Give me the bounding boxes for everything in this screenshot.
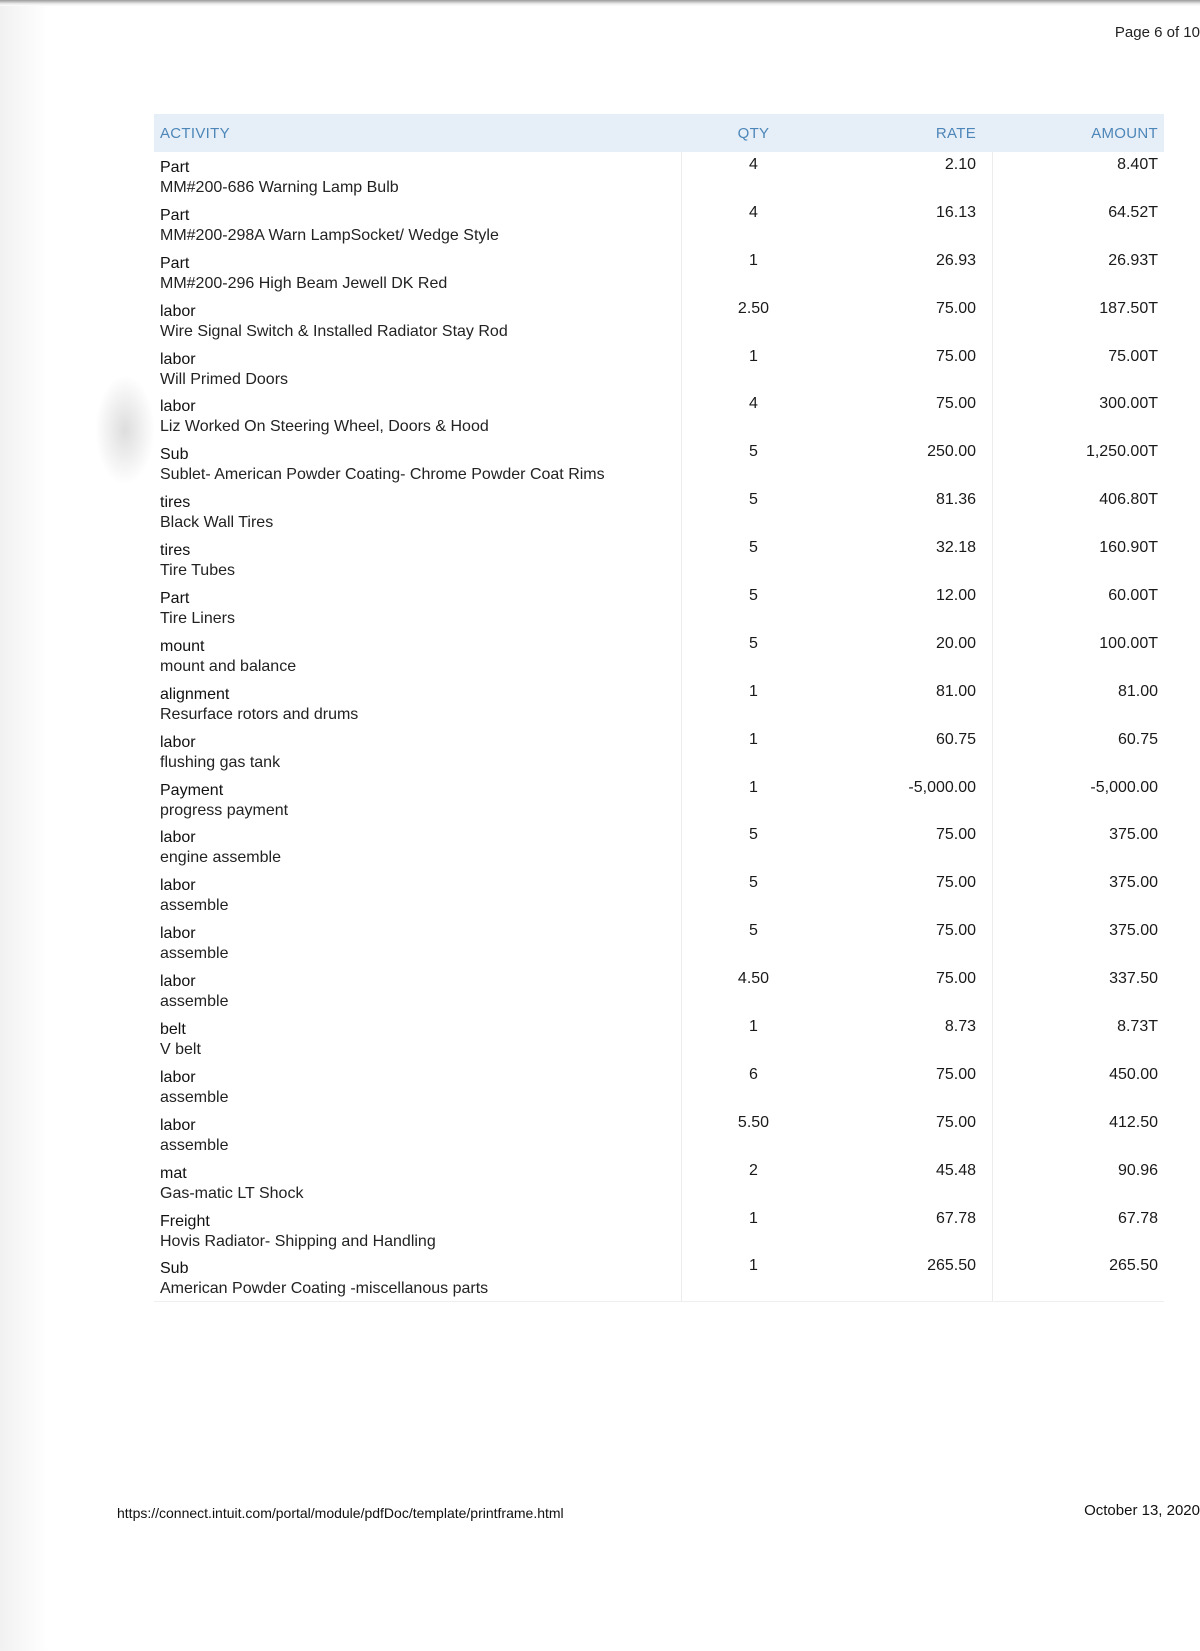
item-description: progress payment	[160, 801, 289, 819]
activity-cell	[154, 296, 681, 342]
item-type: Sub	[160, 1260, 189, 1278]
activity-cell	[154, 1253, 681, 1299]
qty-cell: 4	[749, 156, 758, 173]
activity-cell	[154, 344, 681, 390]
qty-cell: 5	[749, 922, 758, 940]
rate-cell: 12.00	[935, 587, 976, 605]
qty-cell: 5	[749, 539, 758, 557]
table-row	[154, 1158, 1164, 1206]
rate-cell: 45.48	[935, 1161, 976, 1179]
activity-cell	[154, 1014, 681, 1060]
header-amount: AMOUNT	[1091, 124, 1158, 142]
rate-cell: 265.50	[927, 1257, 976, 1275]
header-activity: ACTIVITY	[160, 124, 230, 142]
item-type: Payment	[160, 781, 224, 799]
activity-cell	[154, 631, 681, 677]
rate-cell: 75.00	[935, 395, 976, 413]
amount-cell: 265.50	[1109, 1257, 1158, 1275]
item-type: Sub	[160, 446, 189, 464]
item-description: assemble	[160, 945, 229, 963]
item-description: Black Wall Tires	[160, 514, 274, 532]
rate-cell: 75.00	[935, 1113, 976, 1131]
qty-cell: 4	[749, 203, 758, 221]
item-description: Gas-matic LT Shock	[160, 1184, 304, 1202]
table-divider	[154, 1301, 1164, 1302]
rate-cell: 16.13	[935, 203, 976, 221]
footer-url: https://connect.intuit.com/portal/module/pdfDoc/template/printframe.html	[117, 1505, 564, 1521]
item-description: MM#200-296 High Beam Jewell DK Red	[160, 274, 448, 292]
amount-cell: 81.00	[1117, 682, 1158, 700]
rate-cell: 20.00	[935, 634, 976, 652]
qty-cell: 4.50	[737, 970, 770, 988]
item-type: tires	[160, 494, 191, 512]
amount-cell: 337.50	[1109, 970, 1158, 988]
qty-cell: 4	[749, 395, 758, 413]
activity-cell	[154, 870, 681, 916]
item-type: labor	[160, 1068, 196, 1086]
activity-cell	[154, 918, 681, 964]
item-type: labor	[160, 829, 196, 847]
activity-cell	[154, 152, 681, 198]
activity-cell	[154, 1062, 681, 1108]
item-type: labor	[160, 302, 196, 320]
activity-cell	[154, 679, 681, 725]
item-type: labor	[160, 350, 196, 368]
rate-cell: 26.93	[935, 251, 976, 269]
table-row	[154, 727, 1164, 775]
amount-cell: 160.90T	[1099, 539, 1158, 557]
activity-cell	[154, 391, 681, 437]
activity-cell	[154, 966, 681, 1012]
activity-table	[154, 114, 1164, 1302]
item-type: labor	[160, 1116, 196, 1134]
amount-cell: 60.00T	[1108, 587, 1158, 605]
amount-cell: 375.00	[1109, 922, 1158, 940]
item-type: belt	[160, 1021, 186, 1039]
header-qty: QTY	[737, 124, 770, 142]
table-row	[154, 344, 1164, 392]
table-row	[154, 631, 1164, 679]
item-description: Resurface rotors and drums	[160, 705, 359, 723]
activity-cell	[154, 822, 681, 868]
activity-cell	[154, 200, 681, 246]
item-description: Wire Signal Switch & Installed Radiator Stay Rod	[160, 322, 508, 340]
table-row	[154, 775, 1164, 823]
activity-cell	[154, 1158, 681, 1204]
page-number: Page 6 of 10	[1114, 24, 1200, 41]
amount-cell: -5,000.00	[1090, 778, 1158, 796]
table-row	[154, 583, 1164, 631]
table-row	[154, 1062, 1164, 1110]
qty-cell: 1	[749, 778, 758, 796]
item-type: tires	[160, 542, 191, 560]
qty-cell: 5	[749, 826, 758, 844]
amount-cell: 8.40T	[1117, 156, 1158, 173]
table-row	[154, 152, 1164, 200]
rate-cell: 75.00	[935, 922, 976, 940]
rate-cell: 32.18	[935, 539, 976, 557]
scan-top-edge	[0, 0, 1200, 6]
qty-cell: 1	[749, 1018, 758, 1036]
item-description: Hovis Radiator- Shipping and Handling	[160, 1232, 436, 1250]
rate-cell: 75.00	[935, 874, 976, 892]
amount-cell: 60.75	[1117, 730, 1158, 748]
amount-cell: 75.00T	[1108, 347, 1158, 365]
item-description: Liz Worked On Steering Wheel, Doors & Hood	[160, 418, 489, 436]
qty-cell: 1	[749, 347, 758, 365]
table-row	[154, 391, 1164, 439]
item-description: assemble	[160, 1136, 229, 1154]
item-description: engine assemble	[160, 849, 281, 867]
table-row	[154, 296, 1164, 344]
activity-cell	[154, 1110, 681, 1156]
activity-cell	[154, 1206, 681, 1252]
rate-cell: -5,000.00	[908, 778, 976, 796]
item-type: mat	[160, 1164, 187, 1182]
rate-cell: 75.00	[935, 299, 976, 317]
table-row	[154, 918, 1164, 966]
item-description: Will Primed Doors	[160, 370, 289, 388]
qty-cell: 5	[749, 587, 758, 605]
rate-cell: 75.00	[935, 1065, 976, 1083]
amount-cell: 375.00	[1109, 874, 1158, 892]
qty-cell: 1	[749, 730, 758, 748]
rate-cell: 60.75	[935, 730, 976, 748]
table-row	[154, 248, 1164, 296]
amount-cell: 450.00	[1109, 1065, 1158, 1083]
table-row	[154, 439, 1164, 487]
activity-cell	[154, 775, 681, 821]
item-description: assemble	[160, 993, 229, 1011]
rate-cell: 75.00	[935, 826, 976, 844]
table-row	[154, 1014, 1164, 1062]
table-body	[154, 152, 1164, 1301]
rate-cell: 81.00	[935, 682, 976, 700]
item-type: Part	[160, 590, 190, 608]
rate-cell: 75.00	[935, 347, 976, 365]
activity-cell	[154, 535, 681, 581]
table-row	[154, 870, 1164, 918]
item-type: labor	[160, 925, 196, 943]
amount-cell: 406.80T	[1099, 491, 1158, 509]
item-description: flushing gas tank	[160, 753, 281, 771]
table-header	[154, 114, 1164, 152]
item-description: Tire Liners	[160, 610, 235, 628]
item-description: American Powder Coating -miscellanous parts	[160, 1280, 489, 1298]
item-description: mount and balance	[160, 657, 297, 675]
item-description: MM#200-298A Warn LampSocket/ Wedge Style	[160, 226, 499, 244]
rate-cell: 2.10	[944, 156, 976, 173]
qty-cell: 1	[749, 1257, 758, 1275]
amount-cell: 187.50T	[1099, 299, 1158, 317]
qty-cell: 5	[749, 491, 758, 509]
item-description: V belt	[160, 1041, 201, 1059]
table-row	[154, 1253, 1164, 1301]
item-description: Tire Tubes	[160, 562, 235, 580]
activity-cell	[154, 727, 681, 773]
item-description: Sublet- American Powder Coating- Chrome Powder Coat Rims	[160, 466, 605, 484]
activity-cell	[154, 583, 681, 629]
qty-cell: 5.50	[737, 1113, 770, 1131]
qty-cell: 5	[749, 443, 758, 461]
item-type: labor	[160, 733, 196, 751]
item-type: alignment	[160, 685, 230, 703]
item-description: MM#200-686 Warning Lamp Bulb	[160, 179, 399, 196]
activity-cell	[154, 248, 681, 294]
amount-cell: 375.00	[1109, 826, 1158, 844]
item-type: Part	[160, 206, 190, 224]
table-row	[154, 487, 1164, 535]
item-type: Freight	[160, 1212, 210, 1230]
table-row	[154, 822, 1164, 870]
amount-cell: 8.73T	[1117, 1018, 1158, 1036]
qty-cell: 6	[749, 1065, 758, 1083]
qty-cell: 1	[749, 251, 758, 269]
table-row	[154, 1206, 1164, 1254]
rate-cell: 250.00	[927, 443, 976, 461]
rate-cell: 8.73	[944, 1018, 976, 1036]
amount-cell: 90.96	[1117, 1161, 1158, 1179]
qty-cell: 5	[749, 634, 758, 652]
item-description: assemble	[160, 1088, 229, 1106]
footer-date: October 13, 2020	[1084, 1502, 1200, 1519]
qty-cell: 1	[749, 682, 758, 700]
table-row	[154, 679, 1164, 727]
amount-cell: 64.52T	[1108, 203, 1158, 221]
item-type: labor	[160, 877, 196, 895]
item-type: labor	[160, 398, 196, 416]
qty-cell: 5	[749, 874, 758, 892]
item-type: mount	[160, 637, 205, 655]
activity-cell	[154, 487, 681, 533]
scan-edge	[0, 0, 48, 1651]
rate-cell: 67.78	[935, 1209, 976, 1227]
qty-cell: 2	[749, 1161, 758, 1179]
table-row	[154, 535, 1164, 583]
rate-cell: 81.36	[935, 491, 976, 509]
amount-cell: 67.78	[1117, 1209, 1158, 1227]
item-description: assemble	[160, 897, 229, 915]
table-row	[154, 200, 1164, 248]
qty-cell: 2.50	[737, 299, 770, 317]
header-rate: RATE	[935, 124, 976, 142]
item-type: Part	[160, 254, 190, 272]
activity-cell	[154, 439, 681, 485]
rate-cell: 75.00	[935, 970, 976, 988]
table-row	[154, 966, 1164, 1014]
scan-smudge	[95, 375, 155, 485]
amount-cell: 26.93T	[1108, 251, 1158, 269]
table-row	[154, 1110, 1164, 1158]
amount-cell: 1,250.00T	[1085, 443, 1158, 461]
qty-cell: 1	[749, 1209, 758, 1227]
item-type: Part	[160, 159, 190, 176]
item-type: labor	[160, 973, 196, 991]
amount-cell: 100.00T	[1099, 634, 1158, 652]
amount-cell: 300.00T	[1099, 395, 1158, 413]
amount-cell: 412.50	[1109, 1113, 1158, 1131]
